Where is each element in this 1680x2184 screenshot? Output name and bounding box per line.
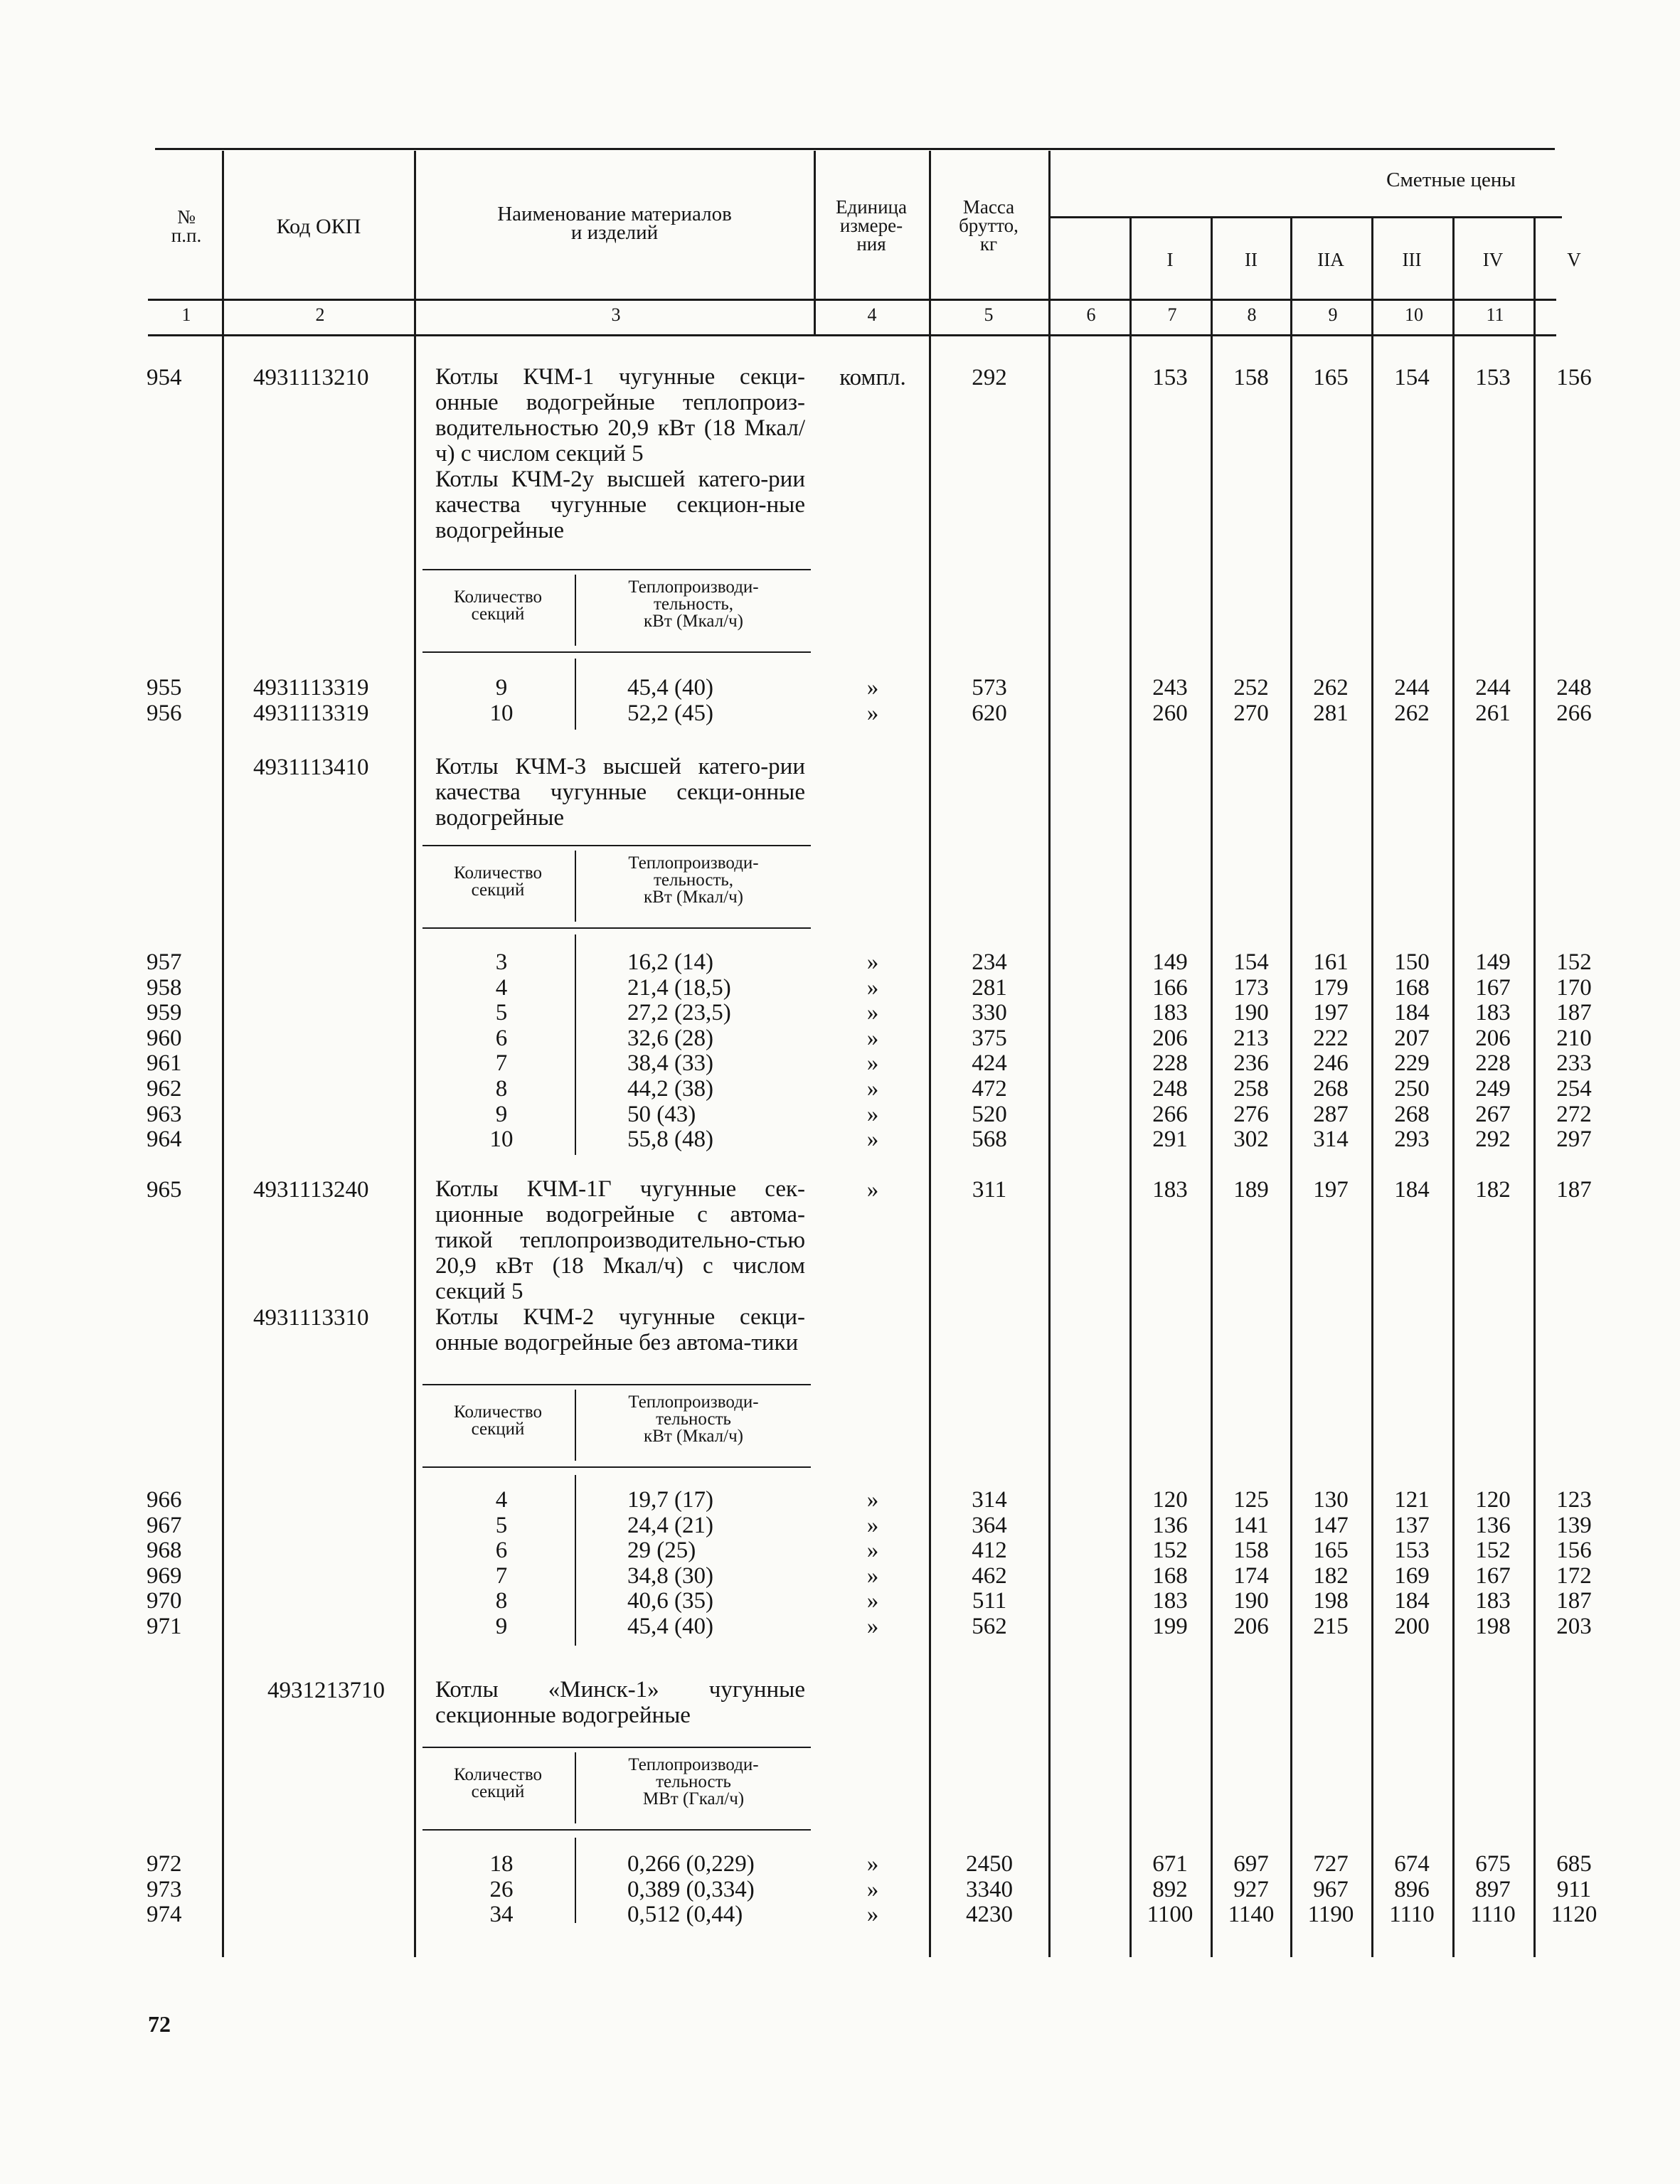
price-value: 244 [1475, 675, 1511, 701]
power-value: 45,4 (40) [627, 1614, 713, 1639]
okp-code: 4931113240 [253, 1177, 369, 1203]
price-value: 183 [1152, 1000, 1188, 1026]
header-bottom-rule [148, 299, 1556, 301]
price-value: 210 [1556, 1025, 1592, 1051]
mass-value: 573 [972, 675, 1007, 701]
price-value: 1110 [1389, 1902, 1435, 1928]
price-value: 228 [1475, 1050, 1511, 1077]
sections-count: 10 [489, 700, 514, 726]
price-value: 258 [1233, 1076, 1269, 1102]
subheader-power: Теплопроизводи- тельность МВт (Гкал/ч) [628, 1755, 759, 1809]
price-value: 266 [1556, 700, 1592, 726]
item-description: Котлы КЧМ-3 высшей катего-рии качества чугунные секци-онные водогрейные [435, 754, 805, 831]
subheader-top-rule [422, 845, 811, 846]
price-value: 268 [1313, 1076, 1349, 1102]
data-divider [575, 1838, 576, 1923]
price-value: 161 [1313, 949, 1349, 975]
item-description: Котлы КЧМ-2 чугунные секци-онные водогрейные без автома-тики [435, 1304, 805, 1355]
subheader-sections: Количество секций [454, 587, 542, 624]
price-value: 120 [1152, 1487, 1188, 1513]
price-value: 182 [1313, 1562, 1349, 1589]
okp-code: 4931113310 [253, 1305, 369, 1331]
sections-count: 34 [489, 1902, 514, 1928]
item-description: Котлы КЧМ-1 чугунные секци-онные водогрейные теплопроиз-водительностью 20,9 кВт (18 Мкал/ч) с числом секций 5 [435, 364, 805, 467]
unit-value: » [866, 1876, 879, 1902]
sections-count: 9 [495, 1101, 508, 1127]
item-description: Котлы «Минск-1» чугунные секционные водогрейные [435, 1677, 805, 1728]
mass-value: 511 [972, 1588, 1007, 1614]
data-divider [575, 934, 576, 1155]
price-value: 727 [1313, 1851, 1349, 1877]
price-value: 198 [1475, 1614, 1511, 1639]
price-value: 169 [1394, 1562, 1430, 1589]
power-value: 0,389 (0,334) [627, 1876, 755, 1902]
price-value: 167 [1475, 1562, 1511, 1589]
price-value: 276 [1233, 1101, 1269, 1127]
prices-title-rule [1050, 216, 1562, 218]
price-value: 125 [1233, 1487, 1269, 1513]
price-value: 250 [1394, 1076, 1430, 1102]
row-number: 968 [147, 1538, 182, 1564]
sections-count: 5 [495, 1000, 508, 1026]
mass-value: 375 [972, 1025, 1007, 1051]
mass-value: 311 [972, 1177, 1007, 1203]
price-value: 156 [1556, 1538, 1592, 1564]
mass-value: 3340 [966, 1876, 1013, 1902]
price-value: 179 [1313, 974, 1349, 1001]
price-value: 1100 [1147, 1902, 1193, 1928]
row-number: 954 [147, 365, 182, 390]
mass-value: 281 [972, 974, 1007, 1001]
price-value: 1190 [1307, 1902, 1354, 1928]
row-number: 965 [147, 1177, 182, 1203]
col-line-1 [222, 151, 224, 1957]
power-value: 27,2 (23,5) [627, 1000, 731, 1026]
price-value: 206 [1233, 1614, 1269, 1639]
subheader-bottom-rule [422, 1829, 811, 1831]
sections-count: 10 [489, 1126, 514, 1153]
price-value: 183 [1475, 1588, 1511, 1614]
price-value: 927 [1233, 1876, 1269, 1902]
price-value: 153 [1475, 365, 1511, 390]
subheader-sections: Количество секций [454, 863, 542, 900]
price-value: 229 [1394, 1050, 1430, 1077]
row-number: 972 [147, 1851, 182, 1877]
price-value: 222 [1313, 1025, 1349, 1051]
data-divider [575, 659, 576, 730]
header-name: Наименование материалов и изделий [497, 203, 732, 244]
power-value: 34,8 (30) [627, 1562, 713, 1589]
unit-value: » [866, 1588, 879, 1614]
header-no: № п.п. [171, 206, 202, 246]
price-value: 203 [1556, 1614, 1592, 1639]
price-value: 187 [1556, 1177, 1592, 1203]
price-zone-label: II [1245, 249, 1258, 270]
row-number: 959 [147, 1000, 182, 1026]
column-number: 6 [1086, 304, 1096, 325]
price-value: 190 [1233, 1588, 1269, 1614]
okp-code: 4931213710 [267, 1678, 385, 1703]
row-number: 964 [147, 1126, 182, 1153]
unit-value: » [866, 1177, 879, 1203]
mass-value: 568 [972, 1126, 1007, 1153]
price-value: 182 [1475, 1177, 1511, 1203]
column-number: 5 [984, 304, 994, 325]
price-value: 136 [1152, 1512, 1188, 1538]
price-value: 189 [1233, 1177, 1269, 1203]
mass-value: 330 [972, 1000, 1007, 1026]
price-value: 183 [1152, 1588, 1188, 1614]
price-value: 267 [1475, 1101, 1511, 1127]
price-value: 254 [1556, 1076, 1592, 1102]
price-value: 154 [1233, 949, 1269, 975]
column-number: 10 [1405, 304, 1423, 325]
price-value: 165 [1313, 365, 1349, 390]
price-value: 967 [1313, 1876, 1349, 1902]
price-value: 187 [1556, 1588, 1592, 1614]
unit-value: » [866, 1851, 879, 1877]
sections-count: 8 [495, 1076, 508, 1102]
column-number: 2 [315, 304, 325, 325]
sections-count: 5 [495, 1512, 508, 1538]
power-value: 32,6 (28) [627, 1025, 713, 1051]
price-value: 287 [1313, 1101, 1349, 1127]
power-value: 21,4 (18,5) [627, 974, 731, 1001]
power-value: 44,2 (38) [627, 1076, 713, 1102]
mass-value: 424 [972, 1050, 1007, 1077]
price-value: 248 [1556, 675, 1592, 701]
price-value: 154 [1394, 365, 1430, 390]
price-value: 184 [1394, 1177, 1430, 1203]
sections-count: 6 [495, 1538, 508, 1564]
price-value: 174 [1233, 1562, 1269, 1589]
data-divider [575, 1475, 576, 1646]
sections-count: 4 [495, 1487, 508, 1513]
column-number: 7 [1167, 304, 1177, 325]
price-value: 268 [1394, 1101, 1430, 1127]
unit-value: » [866, 1562, 879, 1589]
price-value: 292 [1475, 1126, 1511, 1153]
sections-count: 18 [489, 1851, 514, 1877]
subheader-bottom-rule [422, 1466, 811, 1468]
mass-value: 620 [972, 700, 1007, 726]
price-value: 152 [1475, 1538, 1511, 1564]
mass-value: 314 [972, 1487, 1007, 1513]
price-value: 1120 [1551, 1902, 1597, 1928]
table-top-rule [155, 148, 1555, 150]
price-value: 183 [1475, 1000, 1511, 1026]
row-number: 963 [147, 1101, 182, 1127]
price-value: 243 [1152, 675, 1188, 701]
row-number: 971 [147, 1614, 182, 1639]
price-value: 136 [1475, 1512, 1511, 1538]
price-value: 675 [1475, 1851, 1511, 1877]
sections-count: 26 [489, 1876, 514, 1902]
price-value: 200 [1394, 1614, 1430, 1639]
price-value: 293 [1394, 1126, 1430, 1153]
price-value: 156 [1556, 365, 1592, 390]
subheader-power: Теплопроизводи- тельность, кВт (Мкал/ч) [628, 853, 759, 907]
power-value: 40,6 (35) [627, 1588, 713, 1614]
power-value: 0,512 (0,44) [627, 1902, 743, 1928]
row-number: 955 [147, 675, 182, 701]
price-value: 685 [1556, 1851, 1592, 1877]
row-number: 958 [147, 974, 182, 1001]
column-number: 9 [1328, 304, 1338, 325]
price-value: 158 [1233, 365, 1269, 390]
price-value: 123 [1556, 1487, 1592, 1513]
sections-count: 8 [495, 1588, 508, 1614]
price-value: 206 [1152, 1025, 1188, 1051]
price-value: 158 [1233, 1538, 1269, 1564]
item-description: Котлы КЧМ-1Г чугунные сек-ционные водогрейные с автома-тикой теплопроизводительно-стью 20,9 кВт (18 Мкал/ч) с числом секций 5 [435, 1176, 805, 1304]
price-value: 236 [1233, 1050, 1269, 1077]
price-value: 1110 [1470, 1902, 1516, 1928]
row-number: 966 [147, 1487, 182, 1513]
power-value: 45,4 (40) [627, 675, 713, 701]
price-value: 892 [1152, 1876, 1188, 1902]
page-number: 72 [148, 2011, 171, 2037]
power-value: 38,4 (33) [627, 1050, 713, 1077]
price-value: 671 [1152, 1851, 1188, 1877]
mass-value: 234 [972, 949, 1007, 975]
unit-value: » [866, 700, 879, 726]
row-number: 960 [147, 1025, 182, 1051]
okp-code: 4931113410 [253, 755, 369, 780]
unit-value: » [866, 1614, 879, 1639]
subheader-bottom-rule [422, 927, 811, 929]
subheader-top-rule [422, 1747, 811, 1748]
power-value: 29 (25) [627, 1538, 696, 1564]
subheader-sections: Количество секций [454, 1402, 542, 1439]
price-value: 197 [1313, 1177, 1349, 1203]
mass-value: 4230 [966, 1902, 1013, 1928]
price-value: 170 [1556, 974, 1592, 1001]
price-value: 120 [1475, 1487, 1511, 1513]
price-value: 896 [1394, 1876, 1430, 1902]
sections-count: 9 [495, 675, 508, 701]
unit-value: » [866, 1050, 879, 1077]
row-number: 969 [147, 1562, 182, 1589]
price-value: 1140 [1228, 1902, 1275, 1928]
price-value: 215 [1313, 1614, 1349, 1639]
price-value: 272 [1556, 1101, 1592, 1127]
price-value: 166 [1152, 974, 1188, 1001]
price-value: 190 [1233, 1000, 1269, 1026]
price-value: 187 [1556, 1000, 1592, 1026]
price-value: 184 [1394, 1588, 1430, 1614]
price-zone-label: I [1166, 249, 1174, 270]
price-value: 249 [1475, 1076, 1511, 1102]
mass-value: 412 [972, 1538, 1007, 1564]
subheader-divider [575, 1390, 576, 1461]
sections-count: 4 [495, 974, 508, 1001]
unit-value: » [866, 675, 879, 701]
unit-value: » [866, 1000, 879, 1026]
power-value: 55,8 (48) [627, 1126, 713, 1153]
price-value: 167 [1475, 974, 1511, 1001]
price-value: 897 [1475, 1876, 1511, 1902]
price-value: 266 [1152, 1101, 1188, 1127]
power-value: 52,2 (45) [627, 700, 713, 726]
header-unit: Единица измере- ния [835, 196, 907, 255]
header-code: Код ОКП [276, 215, 361, 238]
price-value: 149 [1152, 949, 1188, 975]
unit-value: » [866, 1487, 879, 1513]
price-value: 152 [1556, 949, 1592, 975]
price-value: 697 [1233, 1851, 1269, 1877]
subheader-divider [575, 1752, 576, 1823]
price-value: 149 [1475, 949, 1511, 975]
price-value: 139 [1556, 1512, 1592, 1538]
price-value: 183 [1152, 1177, 1188, 1203]
price-value: 141 [1233, 1512, 1269, 1538]
row-number: 961 [147, 1050, 182, 1077]
price-value: 246 [1313, 1050, 1349, 1077]
price-value: 260 [1152, 700, 1188, 726]
row-number: 970 [147, 1588, 182, 1614]
price-zone-label: V [1567, 249, 1581, 270]
mass-value: 2450 [966, 1851, 1013, 1877]
subheader-divider [575, 851, 576, 922]
price-value: 262 [1394, 700, 1430, 726]
price-value: 262 [1313, 675, 1349, 701]
row-number: 962 [147, 1076, 182, 1102]
price-value: 674 [1394, 1851, 1430, 1877]
unit-value: » [866, 1025, 879, 1051]
price-value: 150 [1394, 949, 1430, 975]
col-line-4 [929, 151, 931, 1957]
power-value: 0,266 (0,229) [627, 1851, 755, 1877]
unit-value: » [866, 1512, 879, 1538]
price-zone-label: III [1402, 249, 1422, 270]
unit-value: » [866, 1076, 879, 1102]
price-value: 153 [1152, 365, 1188, 390]
price-value: 198 [1313, 1588, 1349, 1614]
mass-value: 562 [972, 1614, 1007, 1639]
header-prices-title: Сметные цены [1386, 169, 1516, 191]
unit-value: » [866, 1126, 879, 1153]
row-number: 973 [147, 1876, 182, 1902]
mass-value: 462 [972, 1562, 1007, 1589]
price-value: 244 [1394, 675, 1430, 701]
price-value: 199 [1152, 1614, 1188, 1639]
price-value: 261 [1475, 700, 1511, 726]
price-value: 314 [1313, 1126, 1349, 1153]
subheader-divider [575, 575, 576, 646]
price-value: 206 [1475, 1025, 1511, 1051]
price-value: 172 [1556, 1562, 1592, 1589]
unit-value: » [866, 1101, 879, 1127]
col-line-5 [1048, 151, 1051, 1957]
subheader-power: Теплопроизводи- тельность, кВт (Мкал/ч) [628, 577, 759, 631]
price-value: 302 [1233, 1126, 1269, 1153]
row-number: 957 [147, 949, 182, 975]
col-line-3 [814, 151, 816, 336]
price-value: 184 [1394, 1000, 1430, 1026]
sections-count: 7 [495, 1050, 508, 1077]
unit-value: » [866, 949, 879, 975]
subheader-bottom-rule [422, 651, 811, 653]
row-number: 974 [147, 1902, 182, 1928]
subheader-power: Теплопроизводи- тельность кВт (Мкал/ч) [628, 1392, 759, 1446]
price-value: 137 [1394, 1512, 1430, 1538]
price-value: 213 [1233, 1025, 1269, 1051]
sections-count: 7 [495, 1562, 508, 1589]
column-number: 4 [867, 304, 877, 325]
column-number: 3 [611, 304, 621, 325]
price-value: 911 [1556, 1876, 1592, 1902]
power-value: 24,4 (21) [627, 1512, 713, 1538]
subheader-top-rule [422, 569, 811, 570]
price-value: 147 [1313, 1512, 1349, 1538]
price-value: 153 [1394, 1538, 1430, 1564]
mass-value: 472 [972, 1076, 1007, 1102]
unit-value: » [866, 1538, 879, 1564]
subheader-sections: Количество секций [454, 1765, 542, 1801]
price-value: 121 [1394, 1487, 1430, 1513]
price-value: 197 [1313, 1000, 1349, 1026]
sections-count: 9 [495, 1614, 508, 1639]
colnum-bottom-rule [148, 334, 1556, 336]
header-mass: Масса брутто, кг [959, 196, 1019, 255]
item-description: Котлы КЧМ-2у высшей катего-рии качества чугунные секцион-ные водогрейные [435, 467, 805, 543]
okp-code: 4931113319 [253, 700, 369, 726]
price-value: 207 [1394, 1025, 1430, 1051]
unit-value: компл. [839, 365, 906, 390]
power-value: 16,2 (14) [627, 949, 713, 975]
unit-value: » [866, 1902, 879, 1928]
row-number: 956 [147, 700, 182, 726]
okp-code: 4931113210 [253, 365, 369, 390]
price-value: 130 [1313, 1487, 1349, 1513]
price-zone-label: IV [1482, 249, 1504, 270]
price-value: 152 [1152, 1538, 1188, 1564]
column-number: 8 [1247, 304, 1257, 325]
price-value: 281 [1313, 700, 1349, 726]
unit-value: » [866, 974, 879, 1001]
power-value: 50 (43) [627, 1101, 696, 1127]
price-value: 165 [1313, 1538, 1349, 1564]
price-value: 168 [1152, 1562, 1188, 1589]
sections-count: 6 [495, 1025, 508, 1051]
col-line-2 [414, 151, 416, 1957]
mass-value: 520 [972, 1101, 1007, 1127]
price-value: 173 [1233, 974, 1269, 1001]
column-number: 1 [181, 304, 191, 325]
price-value: 168 [1394, 974, 1430, 1001]
row-number: 967 [147, 1512, 182, 1538]
price-value: 248 [1152, 1076, 1188, 1102]
price-value: 233 [1556, 1050, 1592, 1077]
sections-count: 3 [495, 949, 508, 975]
price-value: 270 [1233, 700, 1269, 726]
price-value: 228 [1152, 1050, 1188, 1077]
mass-value: 364 [972, 1512, 1007, 1538]
subheader-top-rule [422, 1384, 811, 1385]
power-value: 19,7 (17) [627, 1487, 713, 1513]
column-number: 11 [1486, 304, 1504, 325]
price-zone-label: IIA [1317, 249, 1344, 270]
price-value: 291 [1152, 1126, 1188, 1153]
okp-code: 4931113319 [253, 675, 369, 701]
price-value: 252 [1233, 675, 1269, 701]
price-value: 297 [1556, 1126, 1592, 1153]
mass-value: 292 [972, 365, 1007, 390]
